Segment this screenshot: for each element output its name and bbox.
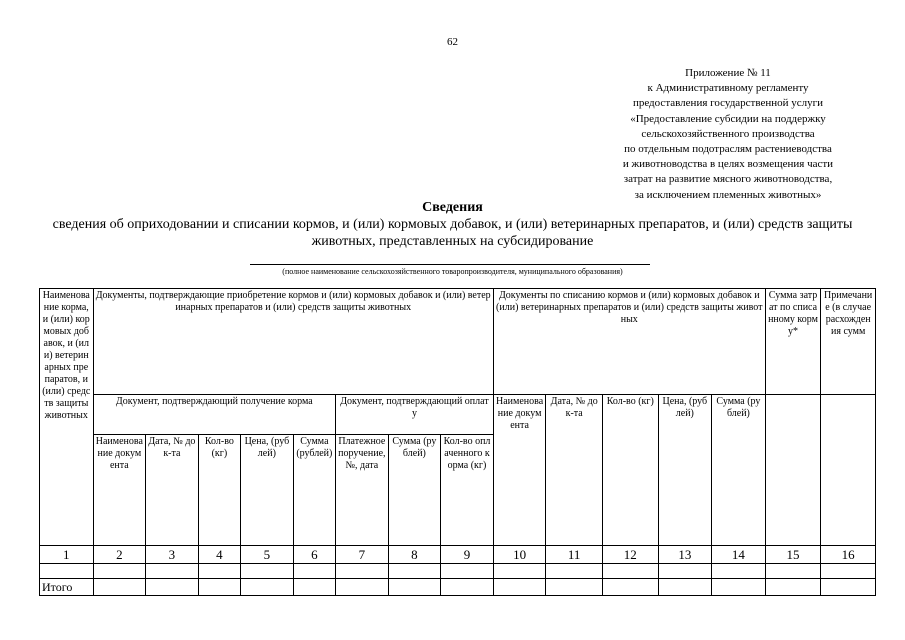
appendix-line: Приложение № 11: [685, 67, 771, 79]
table-cell: [40, 564, 94, 579]
header-receipt-doc: Документ, подтверждающий получение корма: [93, 395, 336, 435]
header-acquisition-docs: Документы, подтверждающие приобретение кормов и (или) кормовых добавок и (или) ветеринарных препаратов и (или) средств защиты животных: [93, 289, 493, 395]
table-cell: [441, 564, 494, 579]
column-number: 1: [40, 546, 94, 564]
appendix-line: к Административному регламенту: [647, 82, 809, 95]
column-number: 16: [821, 546, 876, 564]
table-cell: [241, 564, 294, 579]
signature-line: [250, 264, 650, 265]
table-cell: [336, 564, 389, 579]
column-number: 13: [658, 546, 712, 564]
table-cell: [146, 564, 199, 579]
table-cell: [198, 564, 240, 579]
table-cell: [146, 579, 199, 596]
column-number: 2: [93, 546, 146, 564]
appendix-line: сельскохозяйственного производства: [641, 127, 815, 140]
header-writeoff-col: Сумма (рублей): [712, 395, 766, 546]
table-cell: [546, 564, 603, 579]
column-number: 4: [198, 546, 240, 564]
column-number: 3: [146, 546, 199, 564]
table-row: [40, 564, 876, 579]
table-cell: [493, 579, 546, 596]
column-number: 5: [241, 546, 294, 564]
page-number: 62: [447, 36, 458, 48]
table-cell: [546, 579, 603, 596]
header-row-1: [40, 289, 876, 395]
table-cell: [336, 579, 389, 596]
column-number: 10: [493, 546, 546, 564]
table-cell: [658, 579, 712, 596]
table-cell: [765, 579, 821, 596]
table-cell: [821, 564, 876, 579]
table-cell: [712, 579, 766, 596]
header-writeoff-col: Кол-во (кг): [602, 395, 658, 546]
column-number: 8: [388, 546, 441, 564]
header-note-cont: [821, 395, 876, 546]
table-cell: [493, 564, 546, 579]
appendix-line: за исключением племенных животных»: [634, 188, 822, 201]
appendix-line: и животноводства в целях возмещения части: [622, 158, 834, 171]
header-writeoff-col: Наименование документа: [493, 395, 546, 546]
header-receipt-col: Дата, № док-та: [146, 435, 199, 546]
data-table: [39, 288, 876, 596]
appendix-line: по отдельным подотраслям растениеводства: [624, 143, 832, 156]
column-number: 6: [293, 546, 335, 564]
header-payment-col: Платежное поручение, №, дата: [336, 435, 389, 546]
header-cost: Сумма затрат по списанному корму*: [765, 289, 821, 395]
column-number: 14: [712, 546, 766, 564]
column-number: 9: [441, 546, 494, 564]
appendix-line: затрат на развитие мясного животноводства,: [623, 173, 833, 186]
appendix-block: [578, 66, 878, 203]
document-title: Сведения: [422, 200, 483, 215]
table-cell: [658, 564, 712, 579]
table-cell: [241, 579, 294, 596]
header-receipt-col: Цена, (рублей): [241, 435, 294, 546]
column-number: 7: [336, 546, 389, 564]
header-cost-cont: [765, 395, 821, 546]
signature-caption: (полное наименование сельскохозяйственного товаропроизводителя, муниципального образования): [282, 267, 623, 276]
table-cell: [388, 579, 441, 596]
header-payment-col: Кол-во оплаченного корма (кг): [441, 435, 494, 546]
header-receipt-col: Кол-во (кг): [198, 435, 240, 546]
table-cell: [198, 579, 240, 596]
header-receipt-col: Наименование документа: [93, 435, 146, 546]
total-label: Итого: [40, 579, 94, 596]
total-row: [40, 579, 876, 596]
table-cell: [441, 579, 494, 596]
appendix-line: «Предоставление субсидии на поддержку: [630, 112, 826, 125]
header-writeoff-col: Дата, № док-та: [546, 395, 603, 546]
column-number: 11: [546, 546, 603, 564]
table-cell: [93, 579, 146, 596]
appendix-line: предоставления государственной услуги: [632, 97, 824, 110]
header-payment-doc: Документ, подтверждающий оплату: [336, 395, 494, 435]
header-feed-name: Наименование корма, и (или) кормовых добавок, и (или) ветеринарных препаратов, и (или) средств защиты животных: [40, 289, 94, 546]
header-receipt-col: Сумма (рублей): [293, 435, 335, 546]
column-number-row: [40, 546, 876, 564]
header-payment-col: Сумма (рублей): [388, 435, 441, 546]
header-row-2: [40, 395, 876, 435]
table-cell: [388, 564, 441, 579]
column-number: 12: [602, 546, 658, 564]
table-cell: [293, 564, 335, 579]
table-cell: [602, 579, 658, 596]
table-cell: [602, 564, 658, 579]
document-subtitle: сведения об оприходовании и списании кормов, и (или) кормовых добавок, и (или) ветеринарных препаратов, и (или) средств защиты животных, представленных на субсидирование: [52, 217, 853, 249]
header-note: Примечание (в случае расхождения сумм: [821, 289, 876, 395]
header-writeoff-col: Цена, (рублей): [658, 395, 712, 546]
table-cell: [93, 564, 146, 579]
table-cell: [821, 579, 876, 596]
column-number: 15: [765, 546, 821, 564]
table-cell: [712, 564, 766, 579]
header-writeoff-docs: Документы по списанию кормов и (или) кормовых добавок и (или) ветеринарных препаратов и (или) средств защиты животных: [493, 289, 765, 395]
table-cell: [765, 564, 821, 579]
table-cell: [293, 579, 335, 596]
